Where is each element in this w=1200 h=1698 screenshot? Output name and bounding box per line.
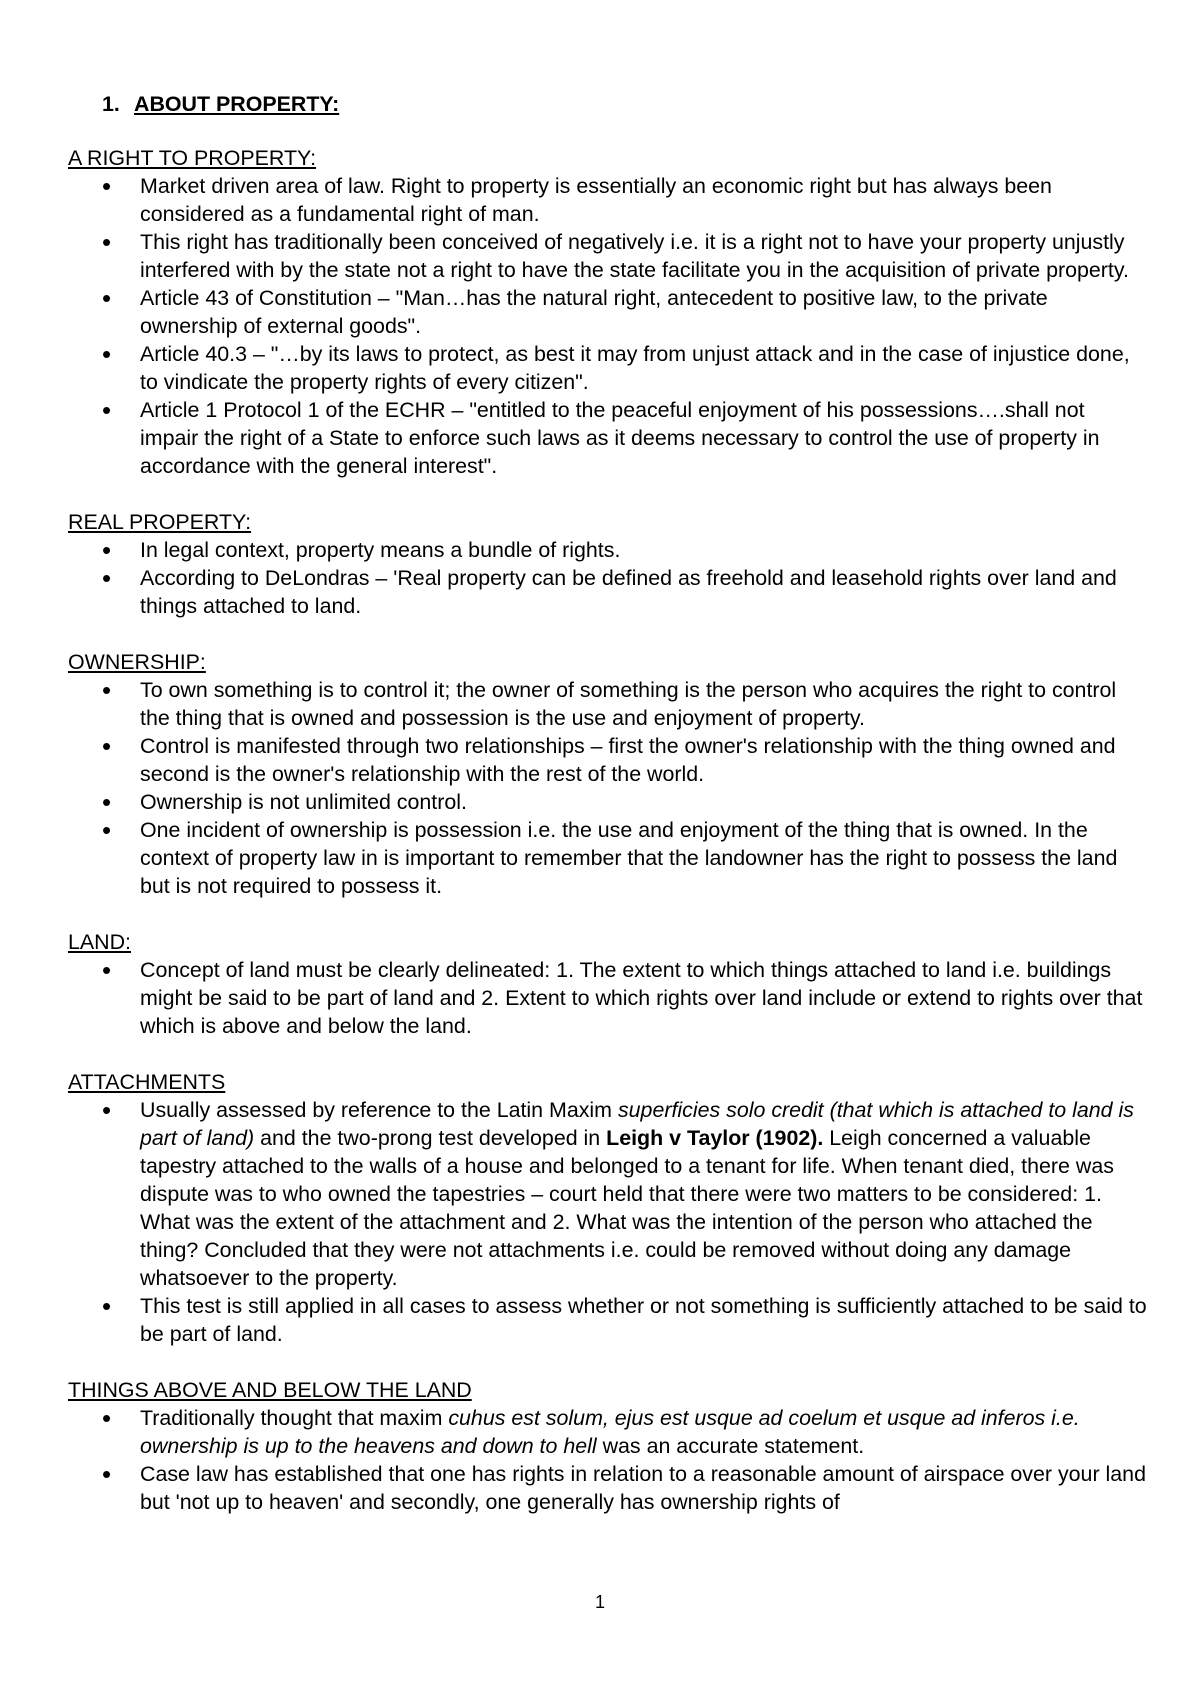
list-item: • Article 40.3 – "…by its laws to protect, as best it may from unjust attack and in the case of injustice done, to vindicate the property rights of every citizen". [68,340,1148,396]
section-title: ATTACHMENTS [68,1070,226,1094]
list-item: • To own something is to control it; the owner of something is the person who acquires the right to control the thing that is owned and possession is the use and enjoyment of property. [68,676,1148,732]
latin-maxim: superficies solo credit (that which is attached to land is part of land) [140,1098,1134,1150]
list-item: • According to DeLondras – 'Real property can be defined as freehold and leasehold rights over land and things attached to land. [68,564,1148,620]
text-run: Traditionally thought that maxim [140,1406,449,1430]
list-item: • One incident of ownership is possession i.e. the use and enjoyment of the thing that is owned. In the context of property law in is important to remember that the landowner has the right to possess the land but is not required to possess it. [68,816,1148,900]
heading-title: ABOUT PROPERTY: [134,92,340,116]
latin-maxim: cuhus est solum, ejus est usque ad coelum et usque ad inferos i.e. ownership is up to the heavens and down to hell [140,1406,1080,1458]
page-number: 1 [594,1592,605,1612]
list-item: • Ownership is not unlimited control. [68,788,1148,816]
text-run: was an accurate statement. [596,1434,865,1458]
section-title: A RIGHT TO PROPERTY: [68,146,317,170]
list-item [68,1404,1148,1460]
section-title: THINGS ABOVE AND BELOW THE LAND [68,1378,472,1402]
list-item: • Concept of land must be clearly delineated: 1. The extent to which things attached to land i.e. buildings might be said to be part of land and 2. Extent to which rights over land include or extend to rights over that which is above and below the land. [68,956,1148,1040]
case-citation: Leigh v Taylor (1902). [606,1126,824,1150]
list-item: • Article 43 of Constitution – "Man…has the natural right, antecedent to positive law, to the private ownership of external goods". [68,284,1148,340]
text-run: Leigh concerned a valuable tapestry attached to the walls of a house and belonged to a tenant for life. When tenant died, there was dispute was to who owned the tapestries – court held that there were two matters to be considered: 1. What was the extent of the attachment and 2. What was the intention of the person who attached the thing? Concluded that they were not attachments i.e. could be removed without doing any damage whatsoever to the property. [140,1126,1114,1290]
list-item: • Control is manifested through two relationships – first the owner's relationship with the thing owned and second is the owner's relationship with the rest of the world. [68,732,1148,788]
list-item: • In legal context, property means a bundle of rights. [68,536,1148,564]
list-item: • Article 1 Protocol 1 of the ECHR – "entitled to the peaceful enjoyment of his possessions….shall not impair the right of a State to enforce such laws as it deems necessary to control the use of property in accordance with the general interest". [68,396,1148,480]
section-attachments [68,1068,1148,1348]
list-item: • Market driven area of law. Right to property is essentially an economic right but has always been considered as a fundamental right of man. [68,172,1148,228]
section-right-to-property [68,144,1148,480]
bullet-list [68,956,1148,1040]
text-run: and the two-prong test developed in [254,1126,607,1150]
heading-number: 1. [102,92,120,116]
list-item: • Case law has established that one has rights in relation to a reasonable amount of airspace over your land but 'not up to heaven' and secondly, one generally has ownership rights of [68,1460,1148,1516]
section-real-property [68,508,1148,620]
bullet-list [68,172,1148,480]
section-title: REAL PROPERTY: [68,510,252,534]
section-ownership [68,648,1148,900]
list-item: • This test is still applied in all cases to assess whether or not something is sufficiently attached to be said to be part of land. [68,1292,1148,1348]
bullet-list [68,1404,1148,1516]
section-things-above-below [68,1376,1148,1516]
section-title: LAND: [68,930,132,954]
list-item: • This right has traditionally been conceived of negatively i.e. it is a right not to have your property unjustly interfered with by the state not a right to have the state facilitate you in the acquisition of private property. [68,228,1148,284]
bullet-list [68,536,1148,620]
bullet-list [68,1096,1148,1348]
section-land [68,928,1148,1040]
section-title: OWNERSHIP: [68,650,206,674]
main-heading [68,90,1148,118]
text-run: Usually assessed by reference to the Latin Maxim [140,1098,618,1122]
document-body [68,90,1148,1544]
list-item [68,1096,1148,1292]
bullet-list [68,676,1148,900]
